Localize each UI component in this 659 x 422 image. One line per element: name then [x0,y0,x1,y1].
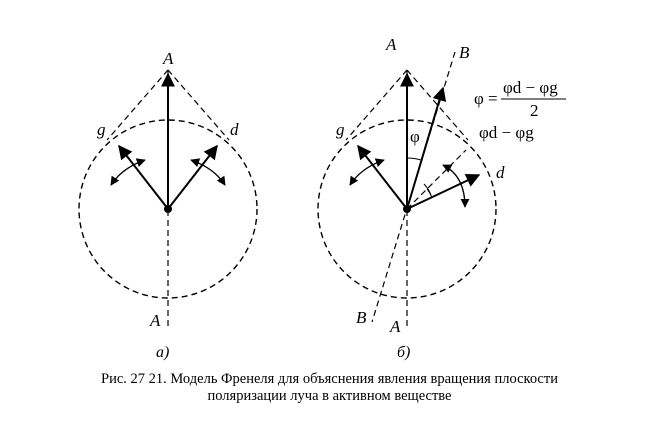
panel-a-vector-d [168,146,217,209]
panel-b-vector-d [407,175,479,209]
panel-b-label-d: d [496,163,505,182]
panel-a [79,49,257,361]
panel-b-formula-denominator: 2 [530,101,539,120]
figure-caption-line-2: поляризации луча в активном веществе [207,388,452,404]
figure-caption-line-1: Рис. 27 21. Модель Френеля для объяснения явления вращения плоскости [101,371,558,387]
panel-b-label-g: g [336,120,345,139]
panel-a-center-dot [164,205,172,213]
panel-a-sublabel: а) [156,344,170,361]
panel-b-diff-arc-1 [427,189,432,198]
panel-b-formula-numerator: φd − φg [503,78,558,97]
panel-b-sublabel: б) [397,344,411,361]
panel-b-dashed-to-g [346,70,407,140]
panel-b-phi-arc [407,158,421,160]
panel-b-label-bottom-A: A [390,317,401,336]
panel-a-label-bottom-A: A [150,311,161,330]
panel-b-vector-g [358,146,407,209]
panel-b-label-top-A: A [386,35,397,54]
panel-b-label-top-B: B [459,43,470,62]
panel-a-label-g: g [97,120,106,139]
panel-b-label-phi: φ [410,127,420,146]
panel-b-center-dot [403,205,411,213]
panel-b-diff-label: φd − φg [479,123,534,142]
panel-a-label-top-A: A [163,49,174,68]
panel-b-label-bottom-B: B [356,308,367,327]
panel-a-dashed-to-d [168,70,229,140]
panel-a-dashed-to-g [107,70,168,140]
panel-b [318,35,566,361]
panel-a-vector-g [119,146,168,209]
panel-a-label-d: d [230,120,239,139]
panel-b-formula-lhs: φ = [474,89,498,108]
